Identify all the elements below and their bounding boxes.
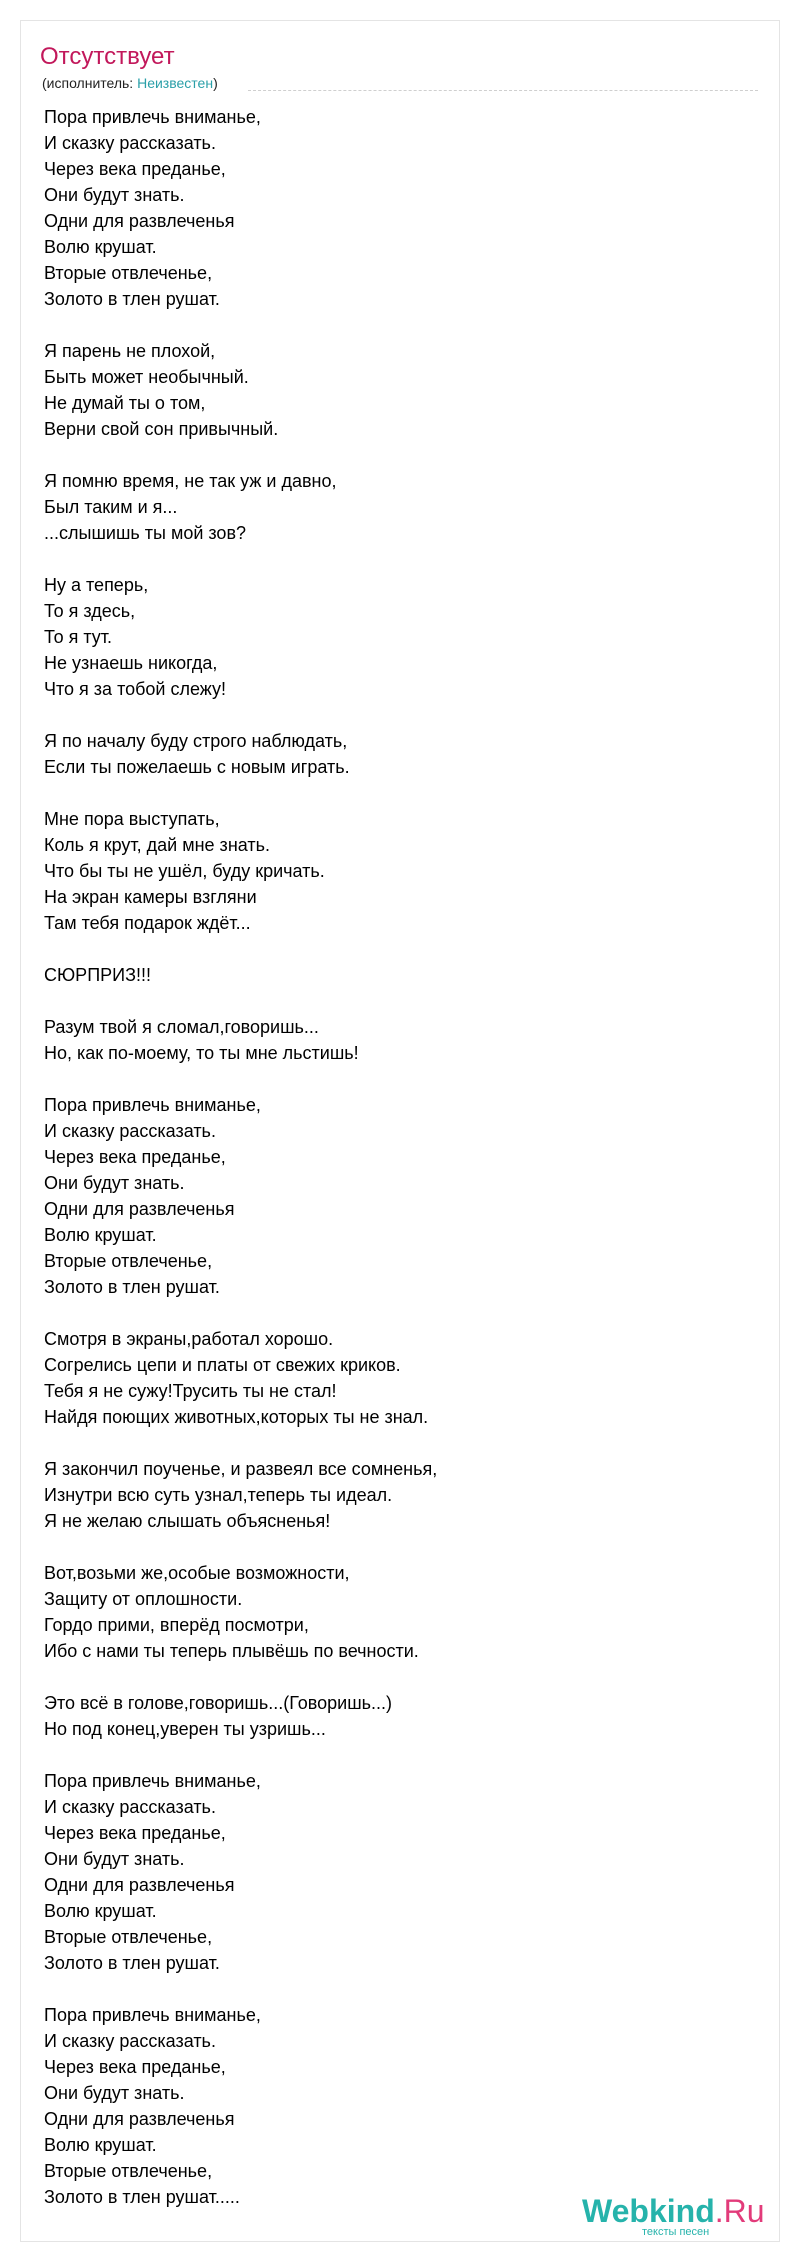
logo-tagline: тексты песен bbox=[642, 2226, 710, 2238]
lyrics-line: Вторые отвлеченье, bbox=[44, 1251, 213, 1271]
lyrics-line: Золото в тлен рушат..... bbox=[44, 2187, 240, 2207]
lyrics-line: Вот,возьми же,особые возможности, bbox=[44, 1563, 350, 1583]
lyrics-line: Согрелись цепи и платы от свежих криков. bbox=[44, 1355, 401, 1375]
lyrics-line: Смотря в экраны,работал хорошо. bbox=[44, 1329, 334, 1349]
artist-line bbox=[42, 74, 218, 92]
lyrics-line: Через века преданье, bbox=[44, 1823, 226, 1843]
lyrics-line: И сказку рассказать. bbox=[44, 1121, 216, 1141]
lyrics-line: Там тебя подарок ждёт... bbox=[44, 913, 251, 933]
lyrics-stanza bbox=[44, 1560, 744, 1664]
lyrics-line: СЮРПРИЗ!!! bbox=[44, 965, 151, 985]
logo-tld: .Ru bbox=[714, 2193, 765, 2229]
lyrics-line: Но, как по-моему, то ты мне льстишь! bbox=[44, 1043, 359, 1063]
lyrics-line: То я тут. bbox=[44, 627, 113, 647]
lyrics-stanza bbox=[44, 1456, 744, 1534]
lyrics-line: Что я за тобой слежу! bbox=[44, 679, 227, 699]
lyrics-line: Верни свой сон привычный. bbox=[44, 419, 279, 439]
lyrics-line: Одни для развлеченья bbox=[44, 1875, 235, 1895]
lyrics-stanza bbox=[44, 1014, 744, 1066]
lyrics-line: Волю крушат. bbox=[44, 2135, 157, 2155]
lyrics-line: Быть может необычный. bbox=[44, 367, 249, 387]
lyrics-line: Вторые отвлеченье, bbox=[44, 1927, 213, 1947]
lyrics-stanza bbox=[44, 1092, 744, 1300]
lyrics-line: Пора привлечь вниманье, bbox=[44, 1771, 261, 1791]
lyrics-line: Если ты пожелаешь с новым играть. bbox=[44, 757, 350, 777]
lyrics-stanza bbox=[44, 1690, 744, 1742]
lyrics-line: Одни для развлеченья bbox=[44, 211, 235, 231]
lyrics-line: Пора привлечь вниманье, bbox=[44, 107, 261, 127]
lyrics-line: Не думай ты о том, bbox=[44, 393, 206, 413]
lyrics-line: Волю крушат. bbox=[44, 237, 157, 257]
song-title: Отсутствует bbox=[40, 43, 175, 70]
lyrics-line: Золото в тлен рушат. bbox=[44, 1953, 220, 1973]
lyrics-stanza bbox=[44, 572, 744, 702]
lyrics-text bbox=[44, 104, 744, 2236]
lyrics-line: Защиту от оплошности. bbox=[44, 1589, 243, 1609]
lyrics-line: Через века преданье, bbox=[44, 2057, 226, 2077]
lyrics-line: Разум твой я сломал,говоришь... bbox=[44, 1017, 319, 1037]
lyrics-line: На экран камеры взгляни bbox=[44, 887, 257, 907]
artist-link[interactable]: Неизвестен bbox=[137, 75, 214, 91]
logo-wordmark bbox=[582, 2193, 765, 2229]
lyrics-line: Был таким и я... bbox=[44, 497, 178, 517]
lyrics-line: Одни для развлеченья bbox=[44, 1199, 235, 1219]
header-divider bbox=[248, 90, 758, 91]
lyrics-line: Волю крушат. bbox=[44, 1225, 157, 1245]
lyrics-line: Они будут знать. bbox=[44, 185, 185, 205]
lyrics-line: Мне пора выступать, bbox=[44, 809, 220, 829]
lyrics-line: И сказку рассказать. bbox=[44, 2031, 216, 2051]
webkind-logo bbox=[582, 2193, 772, 2237]
lyrics-line: Что бы ты не ушёл, буду кричать. bbox=[44, 861, 325, 881]
artist-suffix: ) bbox=[213, 75, 218, 91]
lyrics-stanza bbox=[44, 962, 744, 988]
lyrics-line: Золото в тлен рушат. bbox=[44, 1277, 220, 1297]
lyrics-line: Они будут знать. bbox=[44, 1173, 185, 1193]
lyrics-stanza bbox=[44, 468, 744, 546]
lyrics-line: Я закончил поученье, и развеял все сомненья, bbox=[44, 1459, 438, 1479]
lyrics-stanza bbox=[44, 338, 744, 442]
lyrics-line: И сказку рассказать. bbox=[44, 1797, 216, 1817]
lyrics-stanza bbox=[44, 104, 744, 312]
lyrics-line: Тебя я не сужу!Трусить ты не стал! bbox=[44, 1381, 337, 1401]
lyrics-line: Вторые отвлеченье, bbox=[44, 2161, 213, 2181]
lyrics-line: Я по началу буду строго наблюдать, bbox=[44, 731, 348, 751]
lyrics-line: Я помню время, не так уж и давно, bbox=[44, 471, 337, 491]
lyrics-line: Пора привлечь вниманье, bbox=[44, 2005, 261, 2025]
lyrics-line: Пора привлечь вниманье, bbox=[44, 1095, 261, 1115]
lyrics-line: То я здесь, bbox=[44, 601, 136, 621]
lyrics-line: Они будут знать. bbox=[44, 1849, 185, 1869]
lyrics-line: Гордо прими, вперёд посмотри, bbox=[44, 1615, 309, 1635]
lyrics-stanza bbox=[44, 2002, 744, 2210]
lyrics-line: Это всё в голове,говоришь...(Говоришь...) bbox=[44, 1693, 393, 1713]
lyrics-line: Я не желаю слышать объясненья! bbox=[44, 1511, 331, 1531]
lyrics-line: Золото в тлен рушат. bbox=[44, 289, 220, 309]
lyrics-stanza bbox=[44, 1768, 744, 1976]
lyrics-line: Коль я крут, дай мне знать. bbox=[44, 835, 270, 855]
lyrics-line: Ибо с нами ты теперь плывёшь по вечности. bbox=[44, 1641, 419, 1661]
lyrics-stanza bbox=[44, 1326, 744, 1430]
lyrics-stanza bbox=[44, 806, 744, 936]
lyrics-line: Но под конец,уверен ты узришь... bbox=[44, 1719, 326, 1739]
artist-prefix: (исполнитель: bbox=[42, 75, 138, 91]
lyrics-line: Изнутри всю суть узнал,теперь ты идеал. bbox=[44, 1485, 393, 1505]
lyrics-line: Я парень не плохой, bbox=[44, 341, 216, 361]
logo-brand: Webkind bbox=[582, 2193, 715, 2229]
lyrics-line: ...слышишь ты мой зов? bbox=[44, 523, 247, 543]
lyrics-line: Не узнаешь никогда, bbox=[44, 653, 218, 673]
lyrics-line: Одни для развлеченья bbox=[44, 2109, 235, 2129]
lyrics-line: Волю крушат. bbox=[44, 1901, 157, 1921]
lyrics-line: Вторые отвлеченье, bbox=[44, 263, 213, 283]
lyrics-line: И сказку рассказать. bbox=[44, 133, 216, 153]
lyrics-line: Через века преданье, bbox=[44, 1147, 226, 1167]
lyrics-line: Через века преданье, bbox=[44, 159, 226, 179]
lyrics-line: Ну а теперь, bbox=[44, 575, 149, 595]
lyrics-stanza bbox=[44, 728, 744, 780]
lyrics-line: Найдя поющих животных,которых ты не знал. bbox=[44, 1407, 429, 1427]
lyrics-line: Они будут знать. bbox=[44, 2083, 185, 2103]
